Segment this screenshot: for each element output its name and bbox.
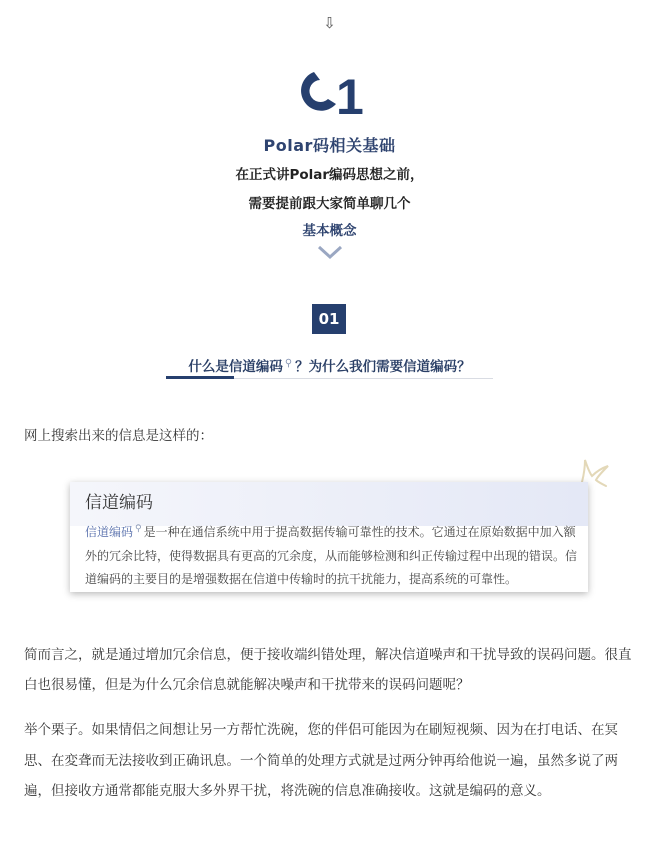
section-question: [0, 355, 659, 375]
intro-line-highlight: 基本概念: [302, 223, 357, 239]
card-title: 信道编码: [85, 493, 153, 513]
search-icon[interactable]: ⚲: [284, 357, 293, 369]
section-number-badge: 01: [312, 304, 346, 334]
example-paragraph: 举个栗子。如果情侣之间想让另一方帮忙洗碗，您的伴侣可能因为在刷短视频、因为在打电话、在冥思、在変聋而无法接收到正确讯息。一个简单的处理方式就是过两分钟再给他说一遍，虽然多说了两遍，但接收方通常都能克服大多外界干扰，将洗碗的信息准确接收。这就是编码的意义。: [24, 722, 618, 799]
summary-paragraph: 简而言之，就是通过增加冗余信息，便于接收端纠错处理，解决信道噪声和干扰导致的误码问题。很直白也很易懂，但是为什么冗余信息就能解决噪声和干扰带来的误码问题呢？: [24, 647, 632, 693]
logo-one-glyph: 1: [336, 69, 364, 118]
section-number-logo: [296, 66, 366, 118]
search-icon[interactable]: ⚲: [135, 524, 142, 534]
down-arrow-icon: ⇩: [323, 14, 336, 32]
section-title: Polar码相关基础: [263, 136, 396, 155]
question-rest: ？为什么我们需要信道编码？: [295, 359, 471, 375]
definition-card: [70, 482, 588, 592]
intro-line: 在正式讲Polar编码思想之前，: [235, 167, 424, 183]
question-term: 什么是信道编码: [188, 359, 283, 375]
chevron-down-icon: [316, 244, 344, 260]
intro-line: 需要提前跟大家简单聊几个: [248, 196, 411, 212]
definition-link[interactable]: 信道编码: [85, 525, 134, 539]
definition-text: 是一种在通信系统中用于提高数据传输可靠性的技术。它通过在原始数据中加入额外的冗余比特，使得数据具有更高的冗余度，从而能够检测和纠正传输过程中出现的错误。信道编码的主要目的是增强数据在信道中传输时的抗干扰能力，提高系统的可靠性。: [85, 525, 578, 586]
search-intro-paragraph: 网上搜索出来的信息是这样的：: [24, 428, 213, 444]
question-underline-accent: [166, 376, 234, 379]
logo-zero-shape: [301, 72, 336, 111]
card-definition: [85, 518, 583, 592]
